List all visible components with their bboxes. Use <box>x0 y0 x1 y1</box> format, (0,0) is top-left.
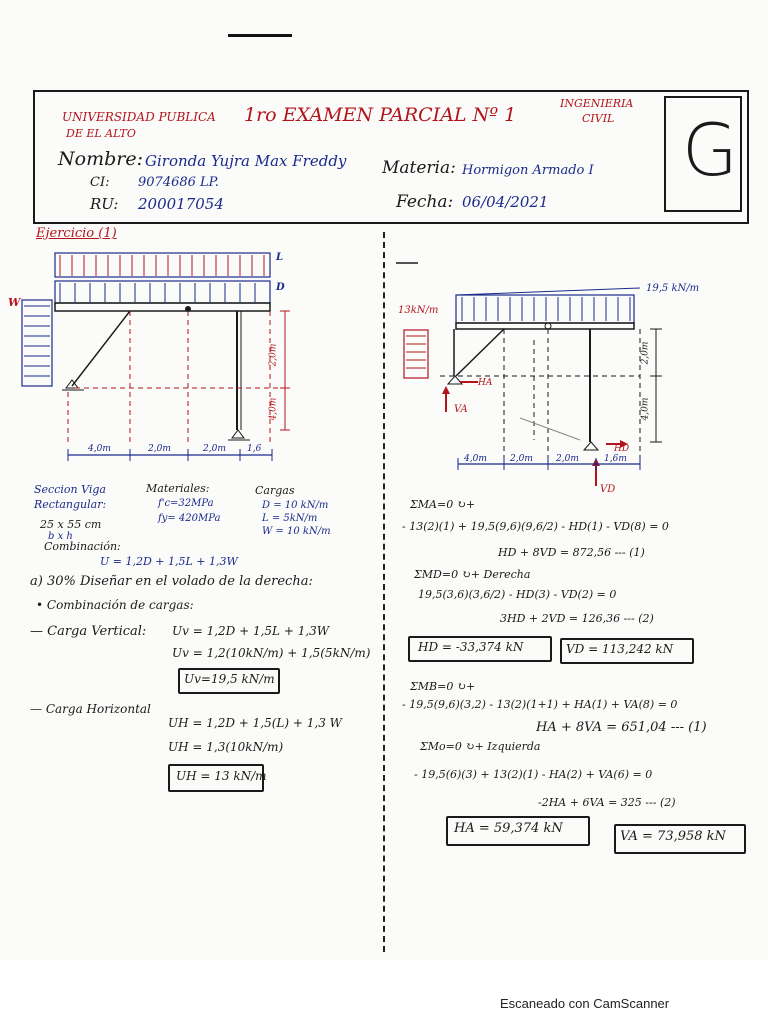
left-span-2: 2,0m <box>148 444 171 454</box>
vert-result: Uv=19,5 kN/m <box>184 672 275 686</box>
ci-label: CI: <box>90 175 110 190</box>
subject-value: Hormigon Armado I <box>462 163 594 178</box>
left-dim-2m: 2,0m <box>268 343 279 367</box>
material-fy: fy= 420MPa <box>158 513 221 524</box>
eq-4: - 19,5(6)(3) + 13(2)(1) - HA(2) + VA(6) = 0 <box>414 768 653 781</box>
res-HA: HA = 59,374 kN <box>454 821 563 836</box>
name-label: Nombre: <box>58 148 143 170</box>
vert-title: — Carga Vertical: <box>30 624 147 639</box>
left-label-D: D <box>276 282 285 293</box>
right-dim-2m: 2,0m <box>640 341 651 365</box>
eq-1: - 13(2)(1) + 19,5(9,6)(9,6/2) - HD(1) - VD(8) = 0 <box>402 520 669 533</box>
combination-eq: U = 1,2D + 1,5L + 1,3W <box>100 555 238 568</box>
left-span-3: 2,0m <box>203 444 226 454</box>
horiz-result: UH = 13 kN/m <box>176 769 267 783</box>
section-bxh: b x h <box>48 531 73 542</box>
right-label-VA: VA <box>454 404 468 415</box>
right-label-HD: HD <box>614 444 630 454</box>
loads-title: Cargas <box>255 484 295 497</box>
right-span-2: 2,0m <box>510 454 533 464</box>
res-HD: HD = -33,374 kN <box>418 640 524 654</box>
res-VA: VA = 73,958 kN <box>620 829 726 844</box>
material-fc: f'c=32MPa <box>158 498 214 509</box>
right-dim-4m: 4,0m <box>640 397 651 421</box>
section-dims: 25 x 55 cm <box>40 518 102 531</box>
right-span-3: 2,0m <box>556 454 579 464</box>
eq-sum-MB: ΣMB=0 ↻+ <box>410 680 476 693</box>
grade-letter: G <box>682 108 738 192</box>
eq-2: 19,5(3,6)(3,6/2) - HD(3) - VD(2) = 0 <box>418 588 617 601</box>
ru-label: RU: <box>90 195 119 213</box>
materials-title: Materiales: <box>146 482 210 495</box>
eq-1b: HD + 8VD = 872,56 --- (1) <box>498 546 645 559</box>
horiz-eq2: UH = 1,3(10kN/m) <box>168 740 284 754</box>
name-value: Gironda Yujra Max Freddy <box>145 152 347 170</box>
date-label: Fecha: <box>396 192 454 212</box>
right-span-4: 1,6m <box>604 454 627 464</box>
eq-sum-MO: ΣMo=0 ↻+ Izquierda <box>420 740 541 753</box>
combination-title: Combinación: <box>44 540 121 553</box>
subject-label: Materia: <box>382 158 456 178</box>
vert-eq1: Uv = 1,2D + 1,5L + 1,3W <box>172 624 330 638</box>
ru-value: 200017054 <box>138 195 224 213</box>
left-label-W: W <box>8 296 21 309</box>
eq-sum-MD: ΣMD=0 ↻+ Derecha <box>414 568 531 581</box>
date-value: 06/04/2021 <box>462 193 549 211</box>
career-line2: CIVIL <box>582 112 615 125</box>
left-span-4: 1,6 <box>247 444 262 454</box>
left-dim-4m: 4,0m <box>268 397 279 421</box>
university-line2: DE EL ALTO <box>66 127 136 140</box>
eq-3b: HA + 8VA = 651,04 --- (1) <box>536 720 707 735</box>
eq-4b: -2HA + 6VA = 325 --- (2) <box>538 796 676 809</box>
eq-sum-MA: ΣMA=0 ↻+ <box>410 498 476 511</box>
university-line1: UNIVERSIDAD PUBLICA <box>62 110 216 124</box>
item-a: a) 30% Diseñar en el volado de la derecha: <box>30 574 313 589</box>
exam-title: 1ro EXAMEN PARCIAL Nº 1 <box>244 104 517 126</box>
right-label-VD: VD <box>600 484 616 495</box>
exercise-title: Ejercicio (1) <box>36 226 117 241</box>
horiz-title: — Carga Horizontal <box>30 702 151 716</box>
right-frame-diagram <box>0 0 768 500</box>
horiz-eq1: UH = 1,2D + 1,5(L) + 1,3 W <box>168 716 342 730</box>
ci-value: 9074686 LP. <box>138 175 219 190</box>
eq-2b: 3HD + 2VD = 126,36 --- (2) <box>500 612 654 625</box>
res-VD: VD = 113,242 kN <box>566 642 674 656</box>
right-load-top: 19,5 kN/m <box>646 283 700 294</box>
left-label-L: L <box>276 252 284 263</box>
comb-cargas: • Combinación de cargas: <box>36 598 194 612</box>
load-L: L = 5kN/m <box>262 513 318 524</box>
eq-3: - 19,5(9,6)(3,2) - 13(2)(1+1) + HA(1) + VA(8) = 0 <box>402 698 678 711</box>
left-span-1: 4,0m <box>88 444 111 454</box>
load-D: D = 10 kN/m <box>262 500 329 511</box>
right-span-1: 4,0m <box>464 454 487 464</box>
career-line1: INGENIERIA <box>560 97 634 110</box>
right-label-HA: HA <box>478 378 493 388</box>
load-W: W = 10 kN/m <box>262 526 331 537</box>
right-load-side: 13kN/m <box>398 305 439 316</box>
scanner-watermark: Escaneado con CamScanner <box>500 996 670 1011</box>
section-title: Seccion Viga Rectangular: <box>34 483 107 511</box>
vert-eq2: Uv = 1,2(10kN/m) + 1,5(5kN/m) <box>172 646 371 660</box>
